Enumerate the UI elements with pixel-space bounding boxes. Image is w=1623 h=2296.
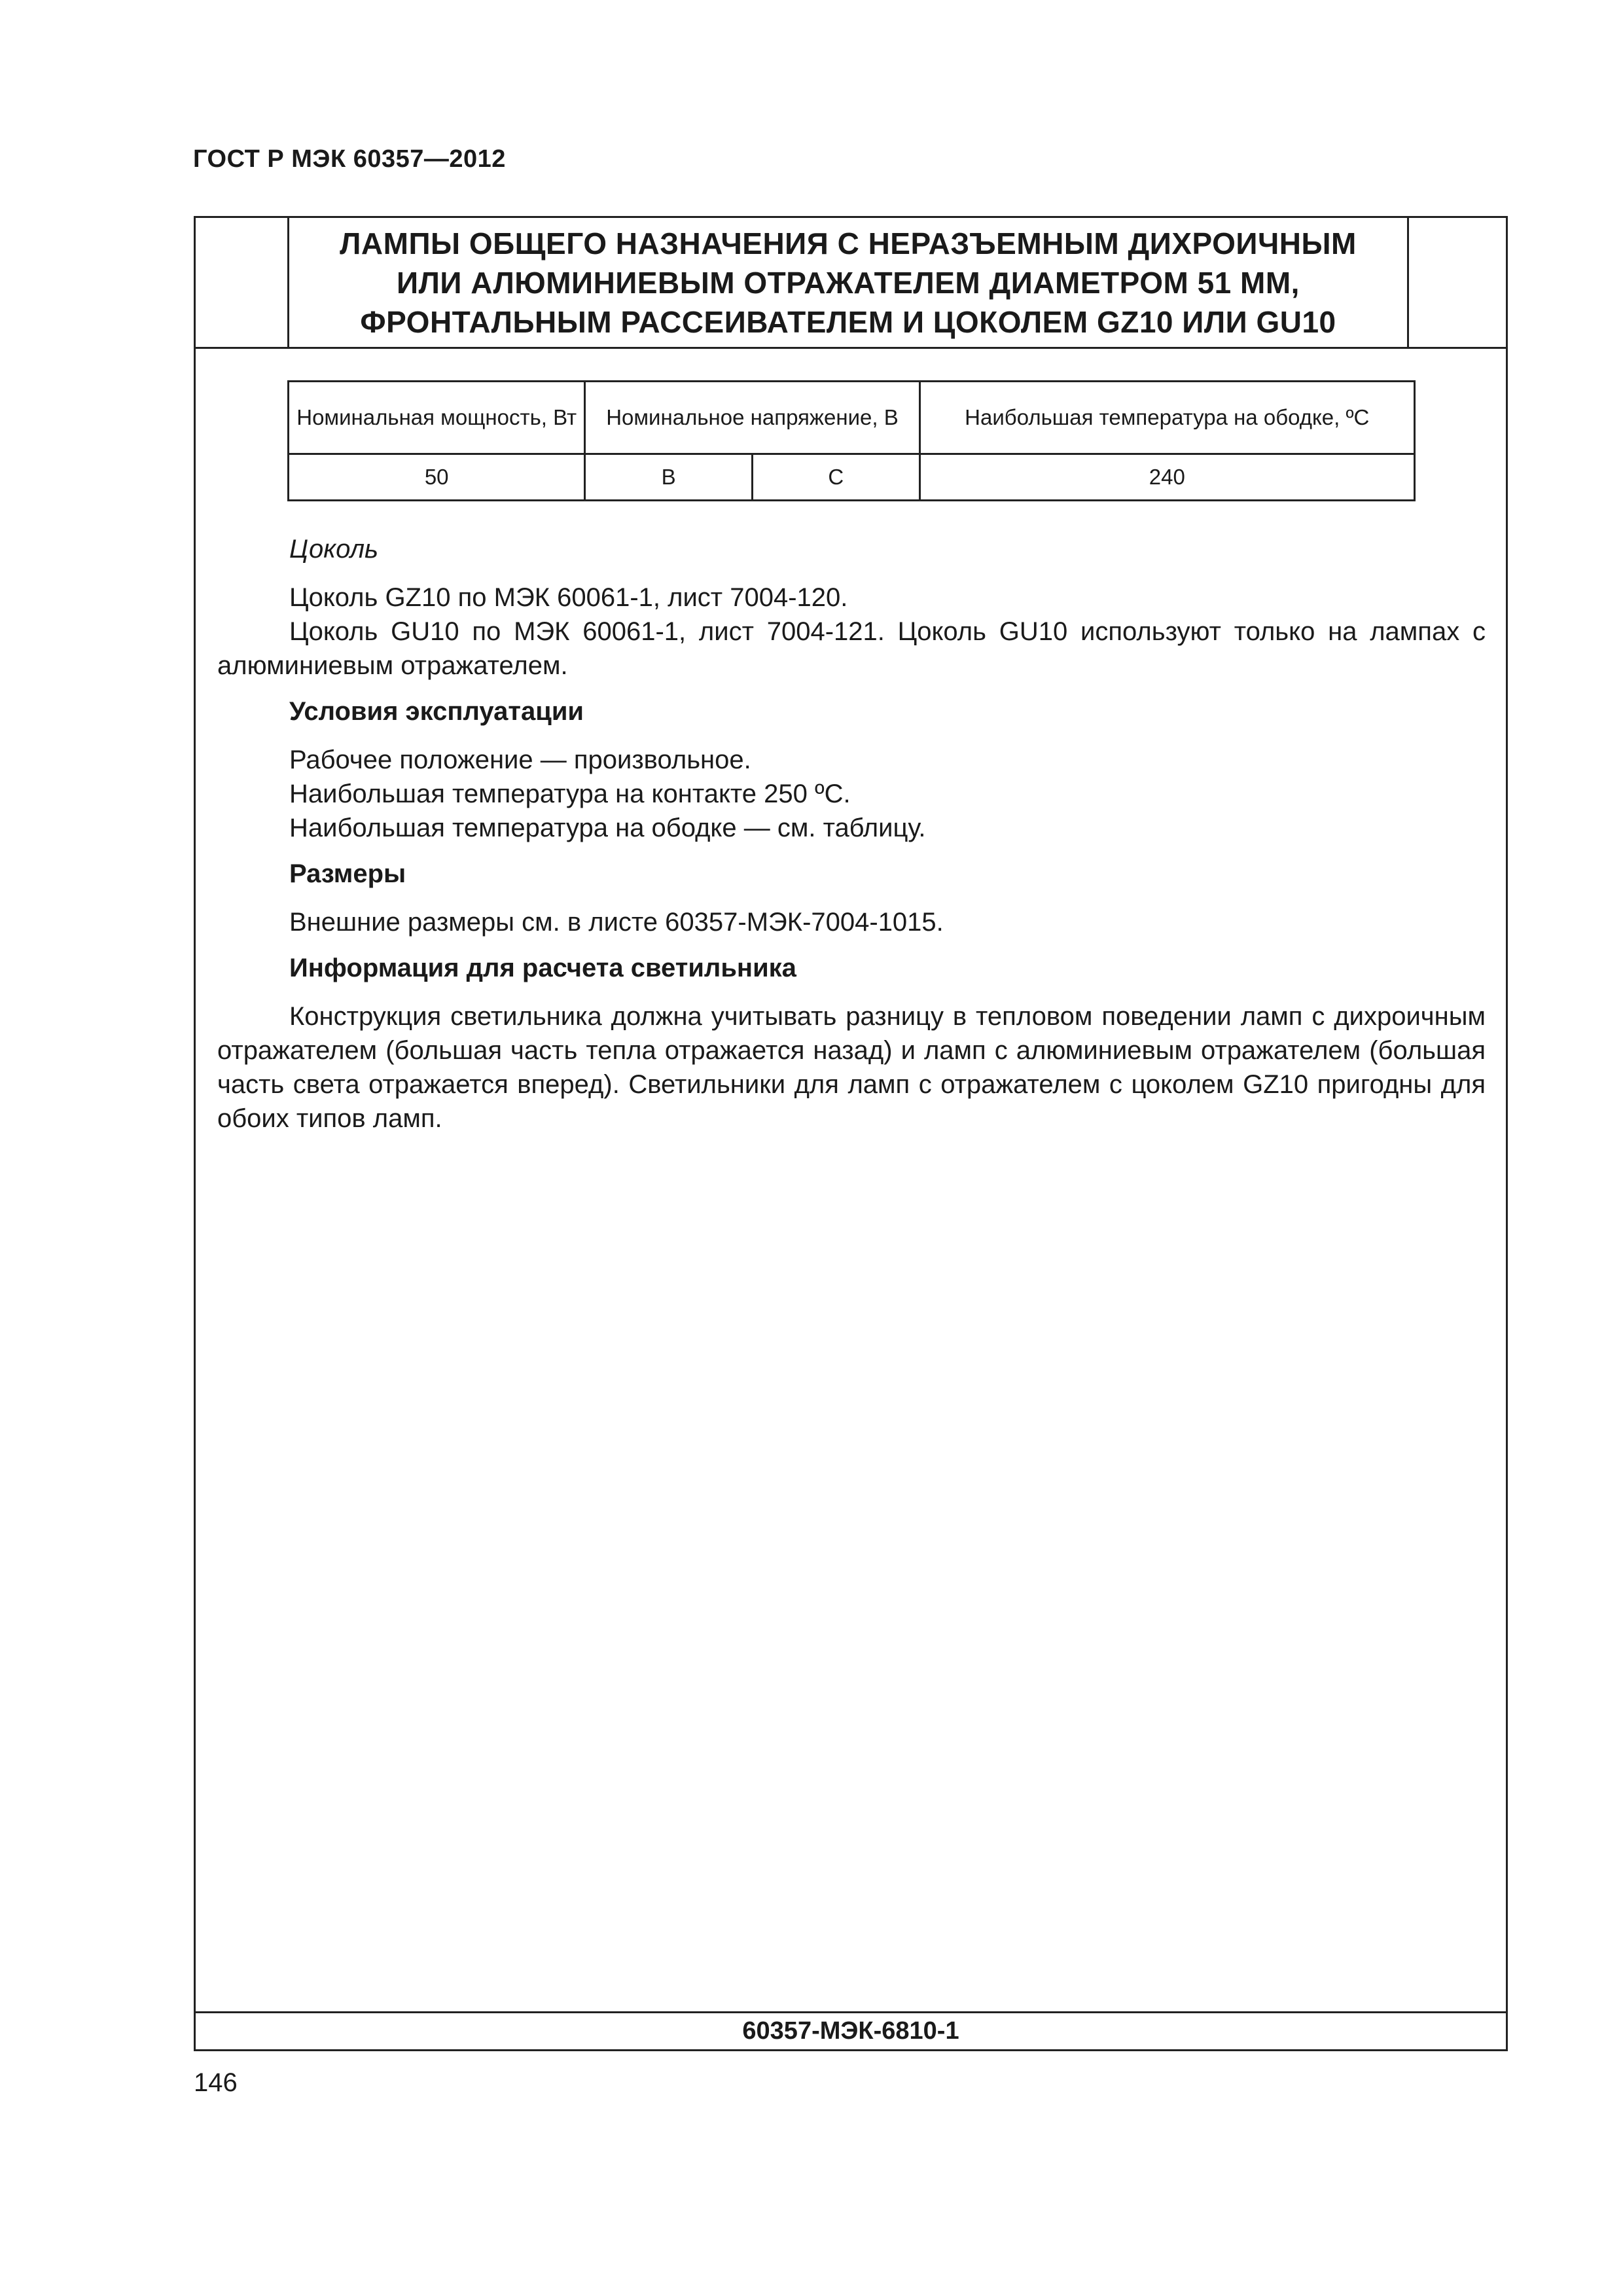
operation-line-3: Наибольшая температура на ободке — см. таблицу.: [289, 814, 926, 842]
title-line: ФРОНТАЛЬНЫМ РАССЕИВАТЕЛЕМ И ЦОКОЛЕМ GZ10 ИЛИ GU10: [360, 304, 1336, 339]
header-power: Номинальная мощность, Вт: [289, 382, 585, 454]
data-sheet-frame: [194, 216, 1508, 2051]
cell-voltage-b: B: [585, 454, 753, 501]
base-line-2: Цоколь GU10 по МЭК 60061-1, лист 7004-121. Цоколь GU10 используют только на лампах с алюминиевым отражателем.: [217, 617, 1486, 680]
luminaire-text: Конструкция светильника должна учитывать разницу в тепловом поведении ламп с дихроичным отражателем (большая часть тепла отражается назад) и ламп с алюминиевым отражателем (большая часть света отражается вперед). Светильники для ламп с отражателем с цоколем GZ10 пригодны для обоих типов ламп.: [217, 1002, 1486, 1133]
page-number: 146: [194, 2068, 238, 2097]
title-row: [196, 218, 1506, 349]
title-line: ЛАМПЫ ОБЩЕГО НАЗНАЧЕНИЯ С НЕРАЗЪЕМНЫМ ДИХРОИЧНЫМ: [340, 226, 1357, 260]
base-heading: Цоколь: [289, 535, 379, 564]
dimensions-heading: Размеры: [289, 859, 406, 888]
cell-rim-temp: 240: [919, 454, 1414, 501]
luminaire-heading: Информация для расчета светильника: [289, 954, 796, 982]
dimensions-line-1: Внешние размеры см. в листе 60357-МЭК-7004-1015.: [289, 908, 944, 937]
title-line: ИЛИ АЛЮМИНИЕВЫМ ОТРАЖАТЕЛЕМ ДИАМЕТРОМ 51 ММ,: [397, 265, 1300, 300]
sheet-code: 60357-МЭК-6810-1: [196, 2011, 1506, 2049]
base-line-1: Цоколь GZ10 по МЭК 60061-1, лист 7004-120.: [289, 583, 848, 612]
cell-power: 50: [289, 454, 585, 501]
operation-heading: Условия эксплуатации: [289, 697, 584, 726]
title-box: [287, 218, 1409, 347]
table-row: [289, 454, 1415, 501]
rating-table: [287, 380, 1416, 501]
standard-header: ГОСТ Р МЭК 60357—2012: [193, 145, 506, 173]
table-header-row: [289, 382, 1415, 454]
operation-line-2: Наибольшая температура на контакте 250 ºC.: [289, 780, 851, 808]
header-rim-temp: Наибольшая температура на ободке, ºC: [919, 382, 1414, 454]
operation-line-1: Рабочее положение — произвольное.: [289, 745, 751, 774]
sheet-content: [217, 532, 1486, 1136]
sheet-title: [340, 224, 1357, 342]
header-voltage: Номинальное напряжение, В: [585, 382, 919, 454]
cell-voltage-c: C: [752, 454, 919, 501]
